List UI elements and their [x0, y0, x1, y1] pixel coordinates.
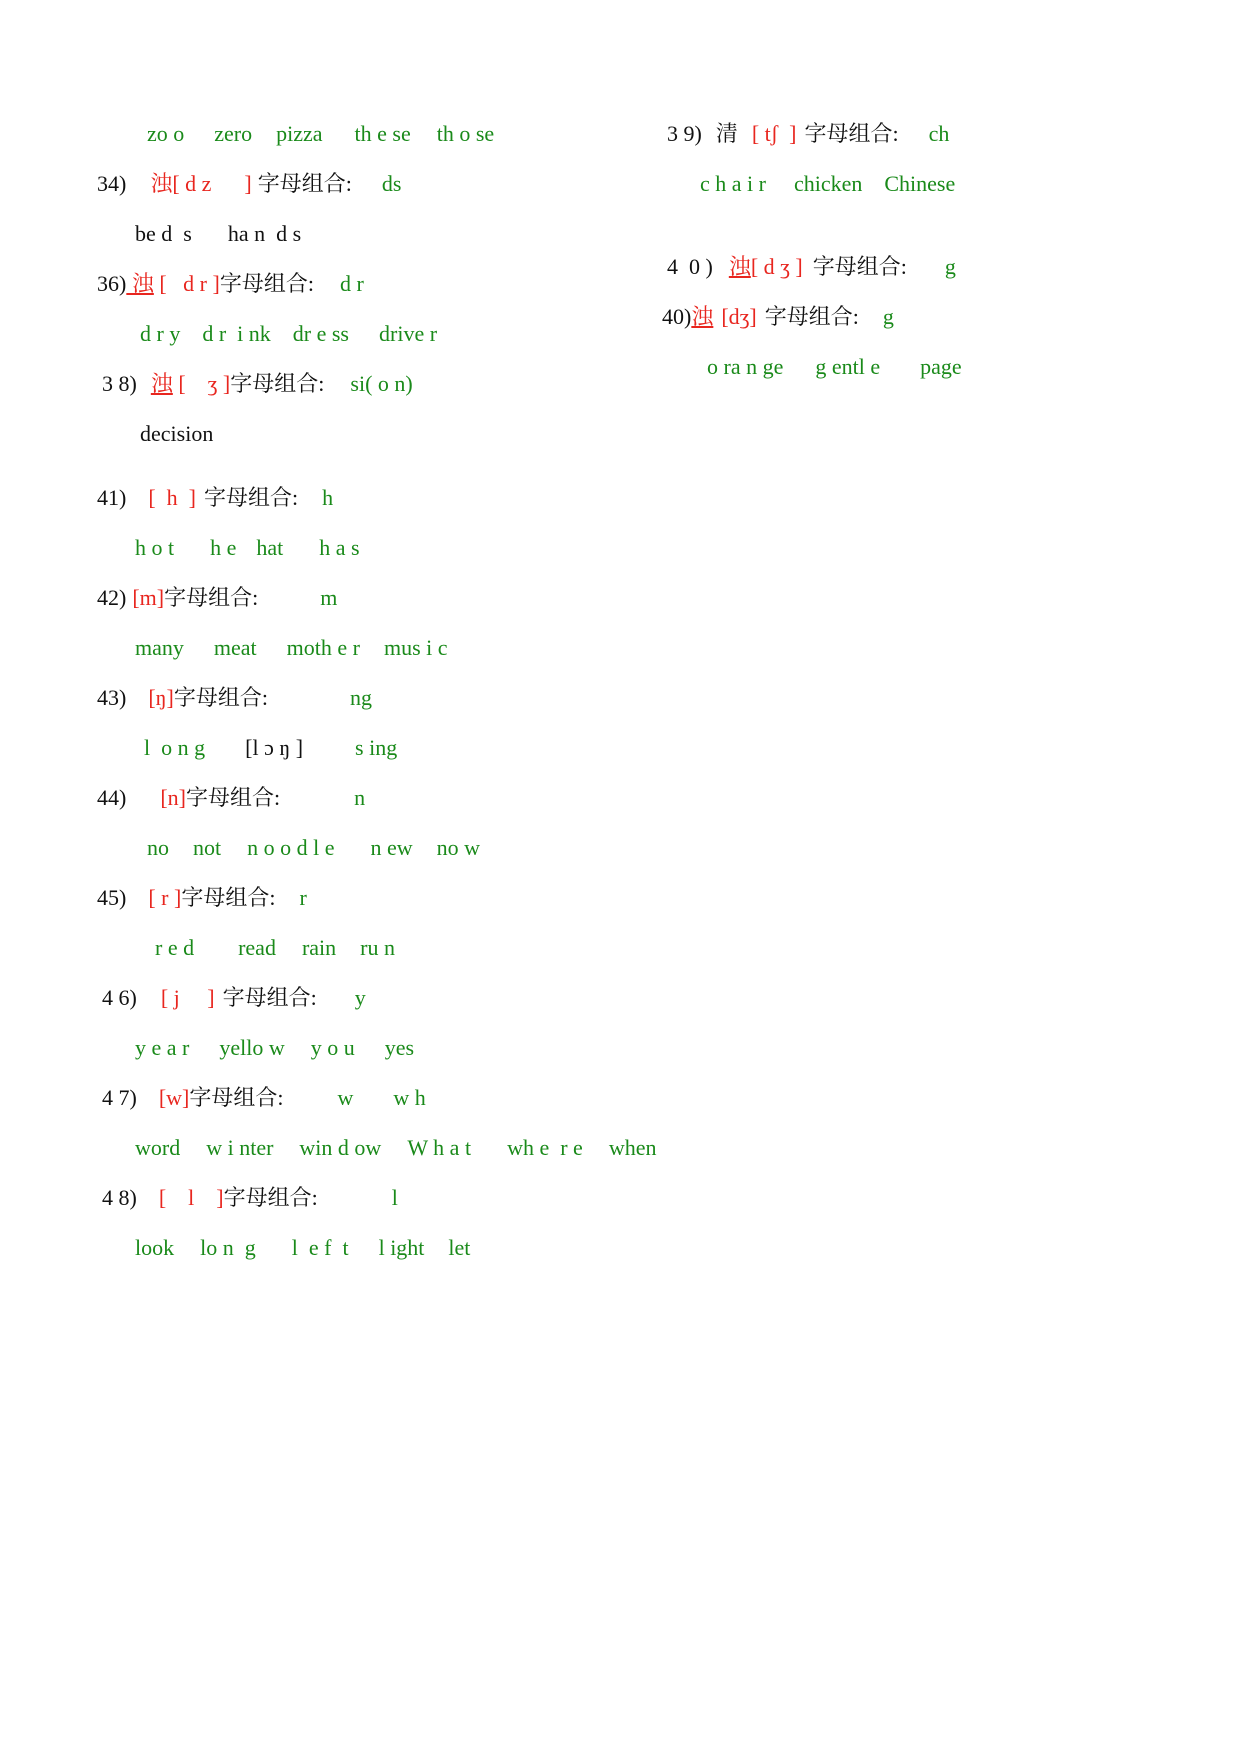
item-number: 44) [97, 785, 127, 810]
word: zo o [147, 121, 185, 146]
word: win d ow [299, 1135, 382, 1160]
word: wh e r e [507, 1135, 583, 1160]
word: read [238, 935, 276, 960]
word: let [448, 1235, 471, 1260]
item-number: 3 8) [102, 371, 137, 396]
phoneme-voice: 浊 [150, 371, 173, 396]
phonetic-transcription: [l ɔ ŋ ] [245, 735, 304, 760]
word: l o n g [144, 735, 206, 760]
phoneme: 浊[ d z ] [150, 171, 252, 196]
combo-label: 字母组合: [164, 585, 259, 610]
word: w i nter [206, 1135, 274, 1160]
word: yes [384, 1035, 415, 1060]
phoneme: [ŋ] [148, 685, 174, 710]
word: no [147, 835, 169, 860]
word: Chinese [884, 171, 956, 196]
word: c h a i r [700, 171, 766, 196]
word: ru n [360, 935, 395, 960]
word: meat [213, 635, 257, 660]
letter-combo: w [337, 1085, 354, 1110]
word: not [193, 835, 222, 860]
item-number: 41) [97, 485, 127, 510]
combo-label: 字母组合: [812, 254, 907, 279]
letter-combo: r [299, 885, 307, 910]
word: o ra n ge [707, 354, 784, 379]
section-39-words [678, 142, 955, 226]
phoneme: [ d r ] [153, 271, 220, 296]
word: no w [436, 835, 481, 860]
combo-label: 字母组合: [222, 985, 317, 1010]
word: h e [210, 535, 237, 560]
word: lo n g [200, 1235, 256, 1260]
letter-combo: h [322, 485, 334, 510]
item-number: 4 7) [102, 1085, 137, 1110]
combo-label: 字母组合: [173, 685, 268, 710]
combo-label: 字母组合: [230, 371, 325, 396]
letter-combo: g [882, 304, 894, 329]
word: W h a t [407, 1135, 472, 1160]
word: d r y [140, 321, 181, 346]
word: moth e r [286, 635, 360, 660]
letter-combo: m [320, 585, 338, 610]
word: pizza [276, 121, 323, 146]
item-number: 42) [97, 585, 127, 610]
letter-combo: l [391, 1185, 398, 1210]
letter-combo: n [354, 785, 366, 810]
item-number: 34) [97, 171, 127, 196]
phoneme-voice: 浊 [126, 271, 154, 296]
combo-label: 字母组合: [185, 785, 281, 810]
section-48-words [113, 1206, 470, 1290]
phoneme: [w] [158, 1085, 190, 1110]
word: h a s [319, 535, 360, 560]
word: when [608, 1135, 657, 1160]
phoneme: [ j ] [160, 985, 215, 1010]
phoneme: [ l ] [158, 1185, 224, 1210]
item-number: 43) [97, 685, 127, 710]
letter-combo: y [354, 985, 366, 1010]
phoneme: [dʒ] [721, 304, 757, 329]
word: chicken [793, 171, 863, 196]
item-number: 36) [97, 271, 127, 296]
letter-combo: ng [350, 685, 372, 710]
phoneme-voice: 浊 [728, 254, 751, 279]
section-40b-words [685, 325, 962, 409]
phoneme: [ ʒ ] [172, 371, 231, 396]
combo-label: 字母组合: [804, 121, 899, 146]
word: y e a r [135, 1035, 190, 1060]
word: word [135, 1135, 181, 1160]
word: l ight [378, 1235, 425, 1260]
word: decision [140, 421, 214, 446]
word: h o t [135, 535, 175, 560]
word: n o o d l e [247, 835, 335, 860]
word: d r i nk [202, 321, 271, 346]
letter-combo: ch [928, 121, 950, 146]
word: look [135, 1235, 175, 1260]
letter-combo: g [944, 254, 956, 279]
word: drive r [379, 321, 438, 346]
word: th e se [354, 121, 411, 146]
item-number: 4 6) [102, 985, 137, 1010]
word: many [135, 635, 184, 660]
phoneme-voice: 浊 [691, 304, 714, 329]
word: l e f t [291, 1235, 349, 1260]
word: page [920, 354, 962, 379]
phoneme: [ r ] [148, 885, 182, 910]
word: r e d [155, 935, 195, 960]
word: hat [256, 535, 284, 560]
word: y o u [310, 1035, 355, 1060]
letter-combo: si( o n) [350, 371, 413, 396]
word: be d s [135, 221, 192, 246]
word: rain [301, 935, 337, 960]
letter-combo: w h [393, 1085, 426, 1110]
word: g entl e [815, 354, 881, 379]
word: dr e ss [292, 321, 349, 346]
phoneme: [ d ʒ ] [750, 254, 803, 279]
letter-combo: ds [381, 171, 402, 196]
item-number: 45) [97, 885, 127, 910]
phoneme: [ tʃ ] [751, 121, 797, 146]
combo-label: 字母组合: [257, 171, 352, 196]
word: mus i c [383, 635, 448, 660]
word: zero [214, 121, 253, 146]
item-number: 40) [662, 304, 692, 329]
word: yello w [219, 1035, 285, 1060]
word: th o se [436, 121, 495, 146]
word: ha n d s [227, 221, 302, 246]
item-number: 3 9) [667, 121, 702, 146]
phoneme: [n] [160, 785, 186, 810]
item-number: 4 0 ) [667, 254, 713, 279]
combo-label: 字母组合: [189, 1085, 284, 1110]
combo-label: 字母组合: [223, 1185, 318, 1210]
combo-label: 字母组合: [764, 304, 859, 329]
word: s ing [355, 735, 398, 760]
phoneme: [ h ] [148, 485, 196, 510]
combo-label: 字母组合: [181, 885, 276, 910]
combo-label: 字母组合: [219, 271, 314, 296]
phoneme: [m] [132, 585, 165, 610]
word: n ew [370, 835, 413, 860]
item-number: 4 8) [102, 1185, 137, 1210]
voicing-label: 清 [715, 121, 738, 146]
letter-combo: d r [339, 271, 364, 296]
combo-label: 字母组合: [203, 485, 299, 510]
